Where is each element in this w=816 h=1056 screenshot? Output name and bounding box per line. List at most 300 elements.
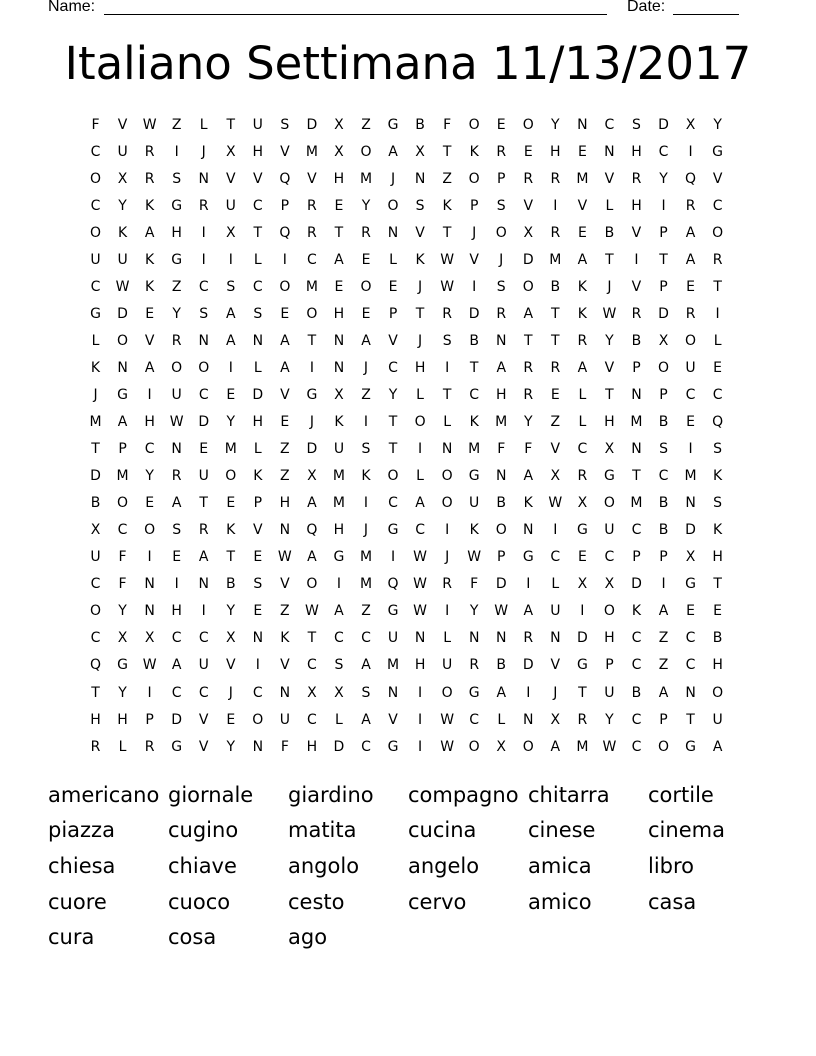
grid-letter: U: [117, 143, 128, 160]
grid-letter: Z: [171, 116, 182, 133]
grid-letter: W: [440, 251, 455, 268]
grid-letter: M: [630, 414, 643, 431]
grid-letter: M: [630, 495, 643, 512]
grid-letter: I: [201, 251, 206, 268]
grid-letter: T: [551, 332, 560, 349]
grid-letter: N: [387, 684, 399, 701]
grid-letter: B: [415, 116, 425, 133]
grid-letter: T: [307, 630, 317, 647]
grid-letter: Q: [90, 657, 102, 674]
grid-letter: P: [659, 549, 668, 566]
grid-letter: X: [550, 711, 561, 728]
grid-letter: N: [523, 711, 534, 728]
grid-letter: P: [469, 197, 479, 214]
grid-letter: U: [685, 359, 696, 376]
grid-letter: U: [442, 657, 453, 674]
grid-letter: L: [443, 414, 452, 431]
grid-letter: U: [604, 684, 615, 701]
grid-letter: R: [685, 197, 696, 214]
grid-letter: G: [171, 197, 183, 214]
grid-letter: B: [604, 224, 615, 241]
grid-letter: Q: [279, 224, 291, 241]
grid-letter: I: [661, 576, 666, 593]
grid-letter: N: [252, 630, 264, 647]
grid-letter: K: [631, 603, 642, 620]
grid-letter: C: [171, 630, 182, 647]
grid-letter: V: [712, 170, 723, 187]
grid-letter: O: [603, 495, 615, 512]
grid-letter: I: [309, 359, 314, 376]
grid-letter: X: [144, 630, 155, 647]
grid-letter: V: [307, 170, 317, 187]
grid-letter: A: [685, 251, 696, 268]
grid-letter: A: [117, 414, 128, 431]
grid-letter: M: [332, 468, 345, 485]
grid-letter: W: [304, 603, 319, 620]
grid-letter: X: [604, 441, 615, 458]
grid-letter: D: [576, 630, 588, 647]
grid-letter: I: [472, 278, 477, 295]
grid-letter: U: [90, 549, 101, 566]
grid-letter: V: [631, 224, 642, 241]
grid-letter: A: [144, 224, 155, 241]
grid-letter: D: [117, 305, 128, 322]
grid-letter: N: [468, 630, 480, 647]
grid-letter: K: [145, 251, 155, 268]
grid-letter: M: [495, 414, 508, 431]
grid-letter: H: [171, 603, 182, 620]
grid-letter: N: [414, 630, 426, 647]
grid-letter: H: [631, 143, 642, 160]
grid-letter: R: [550, 224, 561, 241]
grid-letter: O: [522, 738, 534, 755]
grid-letter: E: [388, 278, 398, 295]
grid-letter: F: [470, 576, 479, 593]
word-list: [48, 777, 768, 955]
grid-letter: O: [495, 224, 507, 241]
grid-letter: Z: [361, 116, 371, 133]
grid-letter: E: [686, 278, 695, 295]
grid-letter: G: [603, 468, 615, 485]
grid-letter: R: [577, 332, 588, 349]
grid-letter: R: [631, 305, 642, 322]
grid-letter: T: [91, 684, 100, 701]
name-label: Name:: [48, 0, 96, 15]
grid-letter: X: [225, 143, 236, 160]
grid-letter: R: [523, 359, 534, 376]
grid-letter: K: [469, 414, 479, 431]
grid-letter: T: [307, 332, 317, 349]
grid-letter: X: [604, 576, 615, 593]
grid-letter: C: [631, 711, 642, 728]
grid-letter: K: [145, 278, 155, 295]
grid-letter: T: [442, 224, 452, 241]
grid-letter: L: [551, 576, 560, 593]
grid-letter: N: [495, 332, 507, 349]
grid-letter: C: [631, 522, 642, 539]
grid-letter: L: [253, 251, 262, 268]
grid-letter: R: [685, 305, 696, 322]
grid-letter: R: [550, 170, 561, 187]
grid-letter: V: [550, 441, 561, 458]
grid-letter: J: [445, 549, 450, 566]
grid-letter: V: [117, 116, 128, 133]
grid-letter: W: [440, 711, 455, 728]
grid-letter: V: [523, 197, 534, 214]
grid-letter: O: [225, 468, 237, 485]
grid-letter: L: [389, 251, 397, 268]
grid-letter: U: [279, 711, 290, 728]
grid-letter: E: [550, 386, 560, 403]
grid-letter: V: [577, 197, 588, 214]
grid-letter: F: [497, 441, 506, 458]
grid-letter: W: [602, 305, 617, 322]
grid-letter: S: [713, 495, 723, 512]
grid-letter: U: [550, 603, 561, 620]
grid-letter: U: [225, 197, 236, 214]
grid-letter: M: [116, 468, 129, 485]
grid-letter: Z: [280, 603, 290, 620]
grid-letter: A: [280, 359, 290, 376]
grid-letter: O: [117, 495, 129, 512]
grid-letter: H: [333, 522, 345, 539]
grid-letter: W: [602, 738, 617, 755]
grid-letter: J: [418, 332, 423, 349]
grid-letter: Y: [605, 711, 614, 728]
grid-letter: I: [634, 251, 639, 268]
grid-letter: Y: [118, 197, 127, 214]
grid-letter: Q: [279, 170, 291, 187]
grid-letter: R: [307, 224, 317, 241]
grid-letter: G: [387, 522, 399, 539]
grid-letter: E: [577, 549, 587, 566]
grid-letter: J: [418, 278, 423, 295]
grid-letter: E: [713, 359, 723, 376]
grid-letter: V: [604, 170, 615, 187]
grid-letter: G: [171, 251, 183, 268]
grid-letter: X: [334, 116, 344, 133]
grid-letter: O: [198, 359, 210, 376]
grid-letter: W: [440, 278, 455, 295]
grid-letter: R: [442, 576, 452, 593]
grid-letter: X: [225, 630, 236, 647]
grid-letter: F: [443, 116, 452, 133]
grid-letter: R: [577, 468, 588, 485]
grid-letter: E: [686, 603, 695, 620]
grid-letter: I: [228, 359, 233, 376]
grid-letter: D: [90, 468, 101, 485]
word-list-item: cuore: [48, 889, 107, 914]
grid-letter: E: [253, 549, 263, 566]
grid-letter: C: [604, 116, 615, 133]
grid-letter: P: [605, 657, 614, 674]
grid-letter: G: [306, 386, 318, 403]
grid-letter: E: [145, 305, 155, 322]
grid-letter: P: [280, 197, 290, 214]
grid-letter: J: [363, 522, 369, 539]
grid-letter: M: [305, 143, 318, 160]
grid-letter: R: [171, 332, 182, 349]
grid-letter: E: [172, 549, 182, 566]
grid-letter: V: [225, 170, 236, 187]
grid-letter: X: [90, 522, 101, 539]
grid-letter: N: [604, 143, 615, 160]
grid-letter: C: [577, 441, 588, 458]
grid-letter: G: [90, 305, 101, 322]
grid-letter: R: [361, 224, 371, 241]
grid-letter: P: [253, 495, 263, 512]
grid-letter: O: [171, 359, 183, 376]
grid-letter: V: [198, 711, 209, 728]
grid-letter: I: [201, 224, 206, 241]
grid-letter: C: [90, 576, 101, 593]
grid-letter: W: [413, 549, 427, 566]
grid-letter: H: [333, 170, 345, 187]
grid-letter: L: [605, 197, 614, 214]
grid-letter: P: [632, 359, 641, 376]
grid-letter: H: [306, 738, 318, 755]
date-label: Date:: [627, 0, 666, 15]
grid-letter: M: [359, 549, 373, 566]
grid-letter: U: [90, 251, 101, 268]
grid-letter: K: [90, 359, 101, 376]
grid-letter: J: [93, 386, 98, 403]
grid-letter: O: [441, 495, 453, 512]
grid-letter: B: [550, 278, 561, 295]
grid-letter: A: [577, 359, 588, 376]
grid-letter: I: [715, 305, 720, 322]
grid-letter: Y: [659, 170, 668, 187]
grid-letter: P: [659, 278, 668, 295]
grid-letter: T: [523, 332, 533, 349]
grid-letter: A: [307, 495, 317, 512]
word-list-item: amico: [528, 889, 592, 914]
grid-letter: X: [523, 224, 534, 241]
grid-letter: D: [658, 305, 669, 322]
grid-letter: S: [280, 116, 290, 133]
grid-letter: O: [90, 170, 102, 187]
grid-letter: N: [685, 495, 696, 512]
grid-letter: X: [496, 738, 507, 755]
grid-letter: O: [685, 332, 697, 349]
grid-letter: M: [89, 414, 102, 431]
grid-letter: T: [226, 116, 236, 133]
word-list-item: chiave: [168, 853, 237, 878]
grid-letter: I: [688, 143, 693, 160]
word-list-item: amica: [528, 853, 592, 878]
grid-letter: C: [712, 197, 723, 214]
grid-letter: U: [171, 386, 182, 403]
grid-letter: S: [713, 441, 723, 458]
grid-letter: W: [142, 657, 157, 674]
grid-letter: P: [497, 549, 506, 566]
grid-letter: F: [524, 441, 533, 458]
grid-letter: R: [171, 468, 182, 485]
grid-letter: X: [415, 143, 425, 160]
grid-letter: E: [226, 711, 236, 728]
grid-letter: O: [495, 522, 507, 539]
grid-letter: S: [415, 197, 425, 214]
word-list-item: matita: [288, 818, 357, 843]
grid-letter: I: [174, 576, 179, 593]
grid-letter: O: [712, 684, 724, 701]
grid-letter: U: [333, 441, 345, 458]
grid-letter: A: [523, 305, 534, 322]
grid-letter: O: [387, 468, 399, 485]
word-list-item: cugino: [168, 818, 239, 843]
grid-letter: U: [198, 657, 209, 674]
word-list-item: cuoco: [168, 889, 231, 914]
word-list-item: cinese: [528, 818, 596, 843]
grid-letter: T: [469, 359, 479, 376]
grid-letter: C: [685, 630, 696, 647]
grid-letter: Y: [469, 603, 479, 620]
grid-letter: G: [712, 143, 724, 160]
grid-letter: R: [198, 522, 209, 539]
grid-letter: X: [685, 116, 696, 133]
grid-letter: W: [413, 603, 427, 620]
grid-letter: P: [659, 224, 668, 241]
grid-letter: I: [688, 441, 693, 458]
grid-letter: K: [577, 278, 587, 295]
grid-letter: G: [387, 116, 399, 133]
grid-letter: V: [415, 224, 425, 241]
grid-letter: R: [496, 143, 507, 160]
grid-letter: N: [685, 684, 696, 701]
grid-letter: Y: [226, 603, 236, 620]
grid-letter: I: [390, 549, 396, 566]
grid-letter: B: [658, 495, 669, 512]
grid-letter: Q: [306, 522, 318, 539]
grid-letter: A: [361, 657, 371, 674]
grid-letter: G: [117, 657, 128, 674]
grid-letter: R: [712, 251, 723, 268]
grid-letter: R: [90, 738, 101, 755]
grid-letter: I: [418, 441, 423, 458]
grid-letter: X: [685, 549, 696, 566]
grid-letter: W: [142, 116, 157, 133]
grid-letter: S: [496, 278, 506, 295]
grid-letter: W: [440, 738, 455, 755]
grid-letter: A: [334, 251, 344, 268]
grid-letter: O: [522, 116, 534, 133]
word-list-item: cucina: [408, 818, 477, 843]
grid-letter: D: [631, 576, 642, 593]
grid-letter: B: [90, 495, 101, 512]
grid-letter: G: [576, 657, 588, 674]
grid-letter: T: [659, 251, 668, 268]
grid-letter: O: [117, 332, 129, 349]
grid-letter: V: [604, 359, 615, 376]
grid-letter: A: [171, 495, 182, 512]
grid-letter: K: [523, 495, 533, 512]
grid-letter: A: [523, 603, 534, 620]
grid-letter: K: [253, 468, 263, 485]
word-list-item: ago: [288, 925, 328, 950]
grid-letter: B: [469, 332, 479, 349]
grid-letter: G: [387, 603, 399, 620]
word-list-item: angolo: [288, 853, 360, 878]
grid-letter: O: [144, 522, 156, 539]
grid-letter: L: [578, 386, 587, 403]
grid-letter: S: [496, 197, 506, 214]
grid-letter: O: [522, 278, 534, 295]
grid-letter: U: [117, 251, 128, 268]
grid-letter: A: [577, 251, 588, 268]
grid-letter: T: [388, 414, 398, 431]
word-list-item: cura: [48, 925, 95, 950]
word-list-item: chitarra: [528, 782, 610, 807]
grid-letter: M: [576, 170, 589, 187]
grid-letter: C: [198, 630, 209, 647]
grid-letter: O: [90, 224, 102, 241]
grid-letter: L: [118, 738, 127, 755]
grid-letter: U: [469, 495, 480, 512]
grid-letter: C: [90, 278, 101, 295]
grid-letter: O: [387, 197, 399, 214]
grid-letter: S: [334, 657, 344, 674]
word-list-item: giardino: [288, 782, 374, 807]
grid-letter: E: [361, 305, 371, 322]
date-blank-line: [673, 14, 739, 15]
grid-letter: W: [277, 549, 292, 566]
grid-letter: G: [117, 386, 128, 403]
grid-letter: J: [553, 684, 558, 701]
grid-letter: J: [472, 224, 477, 241]
grid-letter: D: [658, 116, 669, 133]
grid-letter: C: [90, 630, 101, 647]
grid-letter: A: [415, 495, 425, 512]
grid-letter: O: [468, 116, 480, 133]
grid-letter: W: [413, 576, 427, 593]
grid-letter: C: [171, 684, 182, 701]
grid-letter: P: [388, 305, 398, 322]
grid-letter: P: [497, 170, 506, 187]
grid-letter: K: [226, 522, 236, 539]
grid-letter: V: [198, 738, 209, 755]
grid-letter: D: [495, 576, 507, 593]
grid-letter: V: [388, 711, 398, 728]
grid-letter: N: [387, 224, 399, 241]
grid-letter: K: [469, 522, 479, 539]
grid-letter: Z: [361, 386, 371, 403]
grid-letter: D: [522, 657, 534, 674]
grid-letter: G: [685, 576, 696, 593]
grid-letter: V: [550, 657, 561, 674]
grid-letter: I: [228, 251, 233, 268]
grid-letter: I: [201, 603, 206, 620]
grid-letter: C: [361, 630, 371, 647]
grid-letter: Q: [387, 576, 399, 593]
grid-letter: V: [469, 251, 479, 268]
grid-letter: V: [280, 657, 290, 674]
grid-letter: I: [445, 522, 450, 539]
grid-letter: T: [91, 441, 100, 458]
grid-letter: E: [226, 495, 236, 512]
grid-letter: S: [442, 332, 452, 349]
grid-letter: I: [147, 684, 152, 701]
grid-letter: N: [198, 576, 209, 593]
grid-letter: B: [631, 332, 642, 349]
grid-letter: I: [363, 414, 369, 431]
grid-letter: D: [468, 305, 480, 322]
grid-letter: R: [144, 143, 155, 160]
grid-letter: I: [661, 197, 666, 214]
grid-letter: I: [418, 711, 423, 728]
grid-letter: O: [360, 143, 372, 160]
word-list-item: giornale: [168, 782, 254, 807]
grid-letter: I: [147, 549, 152, 566]
